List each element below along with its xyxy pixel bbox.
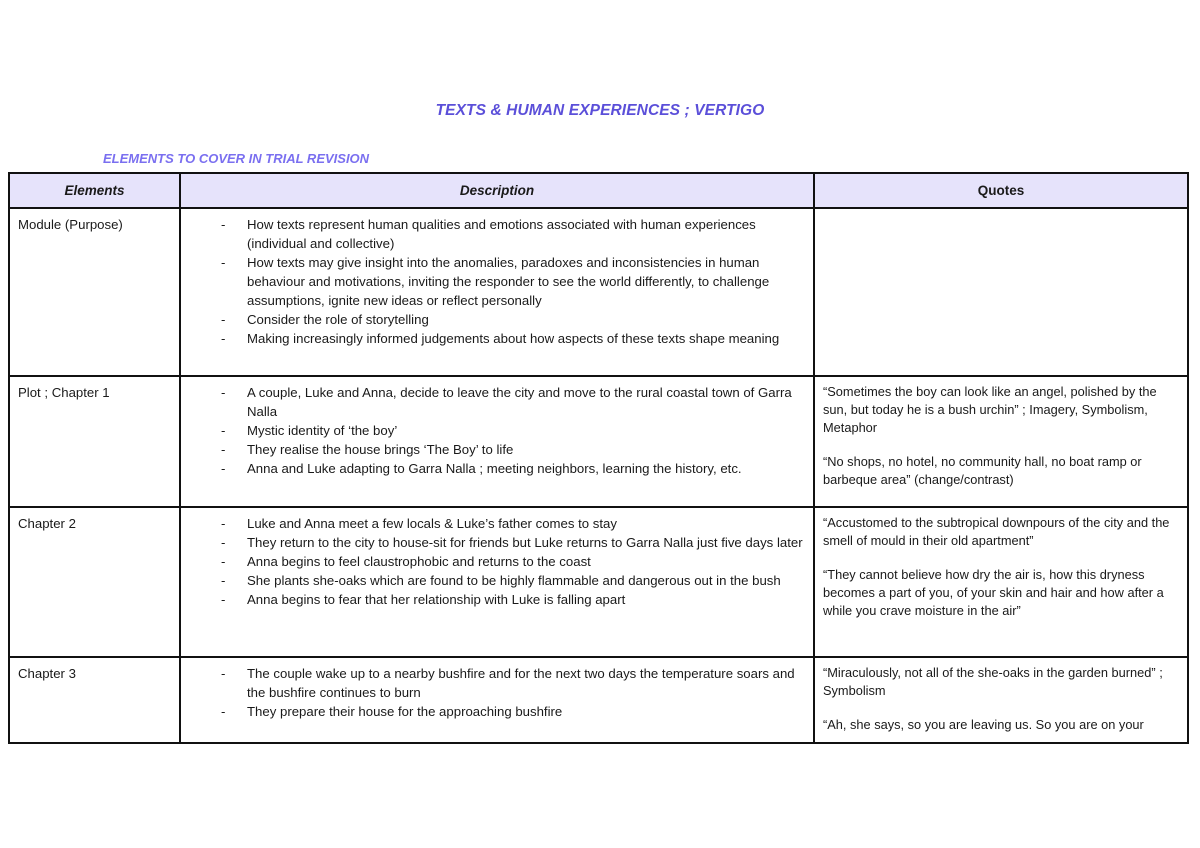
description-item: - They prepare their house for the approaching bushfire — [221, 702, 805, 721]
description-item: - How texts may give insight into the anomalies, paradoxes and inconsistencies in human behaviour and motivations, inviting the responder to see the world differently, to challenge assumptions, ignite new ideas or reflect personally — [221, 253, 805, 310]
description-item: - A couple, Luke and Anna, decide to leave the city and move to the rural coastal town of Garra Nalla — [221, 383, 805, 421]
quotes-cell — [814, 208, 1188, 376]
table-row — [9, 376, 1188, 507]
quote-text: “Sometimes the boy can look like an angel, polished by the sun, but today he is a bush urchin” ; Imagery, Symbolism, Metaphor — [823, 384, 1157, 435]
header-description: Description — [180, 173, 814, 208]
description-item: - She plants she-oaks which are found to be highly flammable and dangerous out in the bush — [221, 571, 805, 590]
description-item: - They realise the house brings ‘The Boy’ to life — [221, 440, 805, 459]
description-item: - They return to the city to house-sit for friends but Luke returns to Garra Nalla just five days later — [221, 533, 805, 552]
description-item: - Anna begins to feel claustrophobic and returns to the coast — [221, 552, 805, 571]
element-cell: Chapter 2 — [9, 507, 180, 657]
revision-table — [8, 172, 1189, 744]
description-item: - Mystic identity of ‘the boy’ — [221, 421, 805, 440]
quotes-cell — [814, 507, 1188, 657]
quote-text: “Miraculously, not all of the she-oaks in the garden burned” ; Symbolism — [823, 665, 1163, 698]
header-quotes: Quotes — [814, 173, 1188, 208]
quotes-cell — [814, 376, 1188, 507]
table-row — [9, 208, 1188, 376]
description-cell — [180, 376, 814, 507]
description-item: - Anna and Luke adapting to Garra Nalla ; meeting neighbors, learning the history, etc. — [221, 459, 805, 478]
description-item: - The couple wake up to a nearby bushfire and for the next two days the temperature soars and the bushfire continues to burn — [221, 664, 805, 702]
description-item: - Consider the role of storytelling — [221, 310, 805, 329]
quotes-cell — [814, 657, 1188, 743]
section-subtitle: ELEMENTS TO COVER IN TRIAL REVISION — [103, 151, 370, 166]
quote-text: “Ah, she says, so you are leaving us. So you are on your — [823, 717, 1144, 732]
description-item: - How texts represent human qualities and emotions associated with human experiences (individual and collective) — [221, 215, 805, 253]
description-cell — [180, 507, 814, 657]
document-title: TEXTS & HUMAN EXPERIENCES ; VERTIGO — [435, 102, 765, 119]
quote-text: “No shops, no hotel, no community hall, no boat ramp or barbeque area” (change/contrast) — [823, 454, 1142, 487]
table-row — [9, 657, 1188, 743]
description-item: - Anna begins to fear that her relationship with Luke is falling apart — [221, 590, 805, 609]
table-header-row — [9, 173, 1188, 208]
element-cell: Chapter 3 — [9, 657, 180, 743]
header-elements: Elements — [9, 173, 180, 208]
element-cell: Module (Purpose) — [9, 208, 180, 376]
description-cell — [180, 657, 814, 743]
quote-text: “They cannot believe how dry the air is, how this dryness becomes a part of you, of your skin and hair and how after a while you crave moisture in the air” — [823, 567, 1164, 618]
description-item: - Making increasingly informed judgements about how aspects of these texts shape meaning — [221, 329, 805, 348]
element-cell: Plot ; Chapter 1 — [9, 376, 180, 507]
description-item: - Luke and Anna meet a few locals & Luke’s father comes to stay — [221, 514, 805, 533]
table-row — [9, 507, 1188, 657]
description-cell — [180, 208, 814, 376]
quote-text: “Accustomed to the subtropical downpours of the city and the smell of mould in their old apartment” — [823, 515, 1170, 548]
